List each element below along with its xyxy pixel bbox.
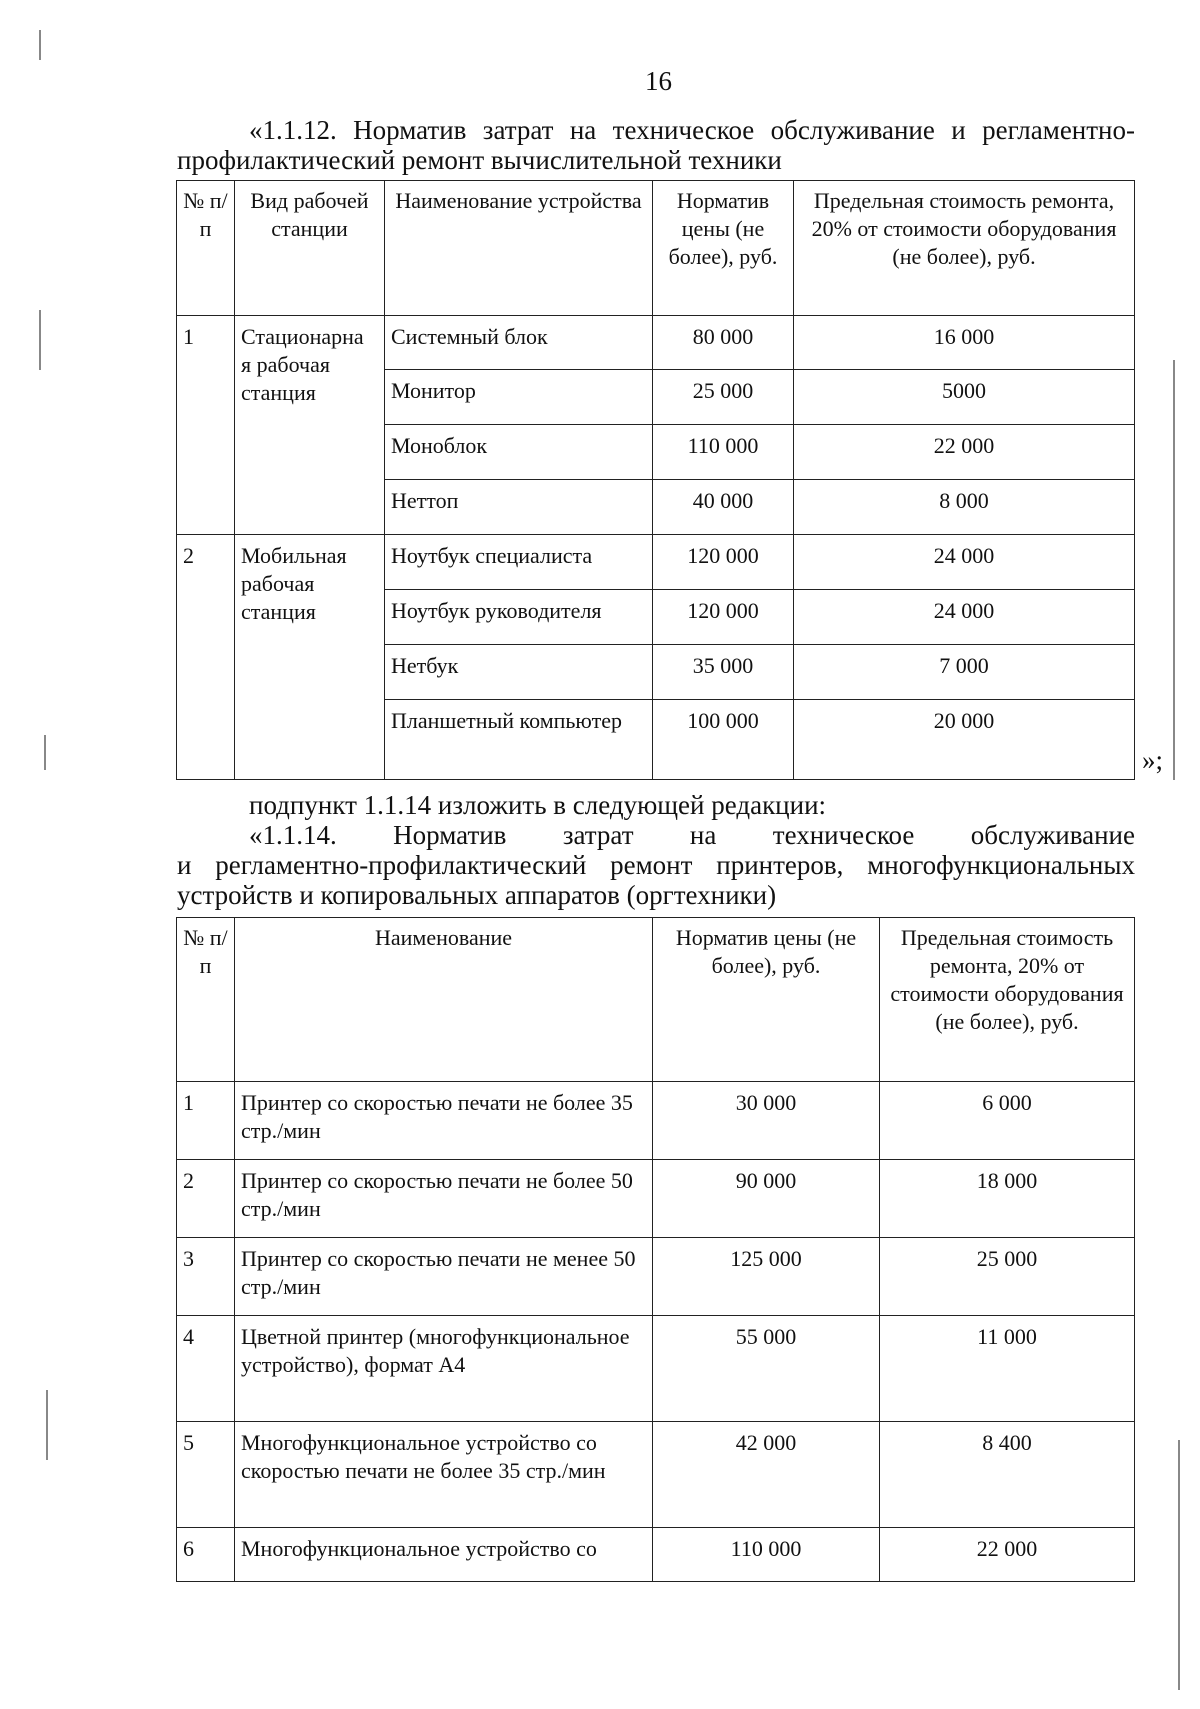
repair-value: 5000 bbox=[794, 370, 1135, 425]
price-value: 25 000 bbox=[653, 370, 794, 425]
section2-title-line1: «1.1.14. Норматив затрат на техническое обслуживание bbox=[249, 820, 1135, 850]
scan-artifact-line bbox=[39, 310, 41, 370]
row-num: 5 bbox=[177, 1422, 235, 1528]
station-type: Стационарна я рабочая станция bbox=[235, 316, 385, 535]
repair-value: 25 000 bbox=[880, 1238, 1135, 1316]
col-header-num: № п/п bbox=[177, 181, 235, 316]
repair-value: 8 000 bbox=[794, 480, 1135, 535]
scan-artifact-line bbox=[46, 1390, 48, 1460]
equipment-name: Многофункциональное устройство со bbox=[235, 1528, 653, 1582]
price-value: 120 000 bbox=[653, 590, 794, 645]
row-num: 6 bbox=[177, 1528, 235, 1582]
repair-value: 20 000 bbox=[794, 700, 1135, 780]
price-value: 35 000 bbox=[653, 645, 794, 700]
price-value: 55 000 bbox=[653, 1316, 880, 1422]
device-name: Системный блок bbox=[385, 316, 653, 370]
group-num: 1 bbox=[177, 316, 235, 535]
col-header-price: Норматив цены (не более), руб. bbox=[653, 181, 794, 316]
station-type: Мобильная рабочая станция bbox=[235, 535, 385, 780]
row-num: 1 bbox=[177, 1082, 235, 1160]
equipment-name: Принтер со скоростью печати не менее 50 стр./мин bbox=[235, 1238, 653, 1316]
col-header-price: Норматив цены (не более), руб. bbox=[653, 918, 880, 1082]
section1-title-line1: «1.1.12. Норматив затрат на техническое обслуживание и регламентно- bbox=[249, 115, 1135, 145]
col-header-num: № п/п bbox=[177, 918, 235, 1082]
repair-value: 24 000 bbox=[794, 590, 1135, 645]
scan-artifact-line bbox=[39, 30, 41, 60]
price-value: 100 000 bbox=[653, 700, 794, 780]
device-name: Ноутбук специалиста bbox=[385, 535, 653, 590]
price-value: 110 000 bbox=[653, 425, 794, 480]
device-name: Моноблок bbox=[385, 425, 653, 480]
col-header-station: Вид рабочей станции bbox=[235, 181, 385, 316]
repair-value: 22 000 bbox=[880, 1528, 1135, 1582]
amendment-instruction: подпункт 1.1.14 изложить в следующей редакции: bbox=[249, 790, 827, 820]
table-row bbox=[177, 1422, 1135, 1528]
table-row bbox=[177, 1082, 1135, 1160]
table-row bbox=[177, 535, 1135, 590]
repair-value: 16 000 bbox=[794, 316, 1135, 370]
repair-value: 6 000 bbox=[880, 1082, 1135, 1160]
col-header-name: Наименование bbox=[235, 918, 653, 1082]
workstation-table bbox=[176, 180, 1135, 780]
price-value: 90 000 bbox=[653, 1160, 880, 1238]
table2-header-row bbox=[177, 918, 1135, 1082]
section2-title-line2: и регламентно-профилактический ремонт принтеров, многофункциональных bbox=[177, 850, 1135, 880]
page-number: 16 bbox=[645, 66, 672, 96]
table-row bbox=[177, 1528, 1135, 1582]
repair-value: 22 000 bbox=[794, 425, 1135, 480]
repair-value: 8 400 bbox=[880, 1422, 1135, 1528]
price-value: 40 000 bbox=[653, 480, 794, 535]
price-value: 30 000 bbox=[653, 1082, 880, 1160]
scan-artifact-line bbox=[1173, 360, 1175, 780]
row-num: 2 bbox=[177, 1160, 235, 1238]
col-header-repair: Предельная стоимость ремонта, 20% от стоимости оборудования (не более), руб. bbox=[880, 918, 1135, 1082]
equipment-name: Многофункциональное устройство со скоростью печати не более 35 стр./мин bbox=[235, 1422, 653, 1528]
table-row bbox=[177, 316, 1135, 370]
col-header-repair: Предельная стоимость ремонта, 20% от стоимости оборудования (не более), руб. bbox=[794, 181, 1135, 316]
col-header-device: Наименование устройства bbox=[385, 181, 653, 316]
price-value: 80 000 bbox=[653, 316, 794, 370]
repair-value: 24 000 bbox=[794, 535, 1135, 590]
scan-artifact-line bbox=[1178, 1440, 1180, 1690]
device-name: Монитор bbox=[385, 370, 653, 425]
repair-value: 18 000 bbox=[880, 1160, 1135, 1238]
section1-heading bbox=[177, 115, 1135, 175]
device-name: Ноутбук руководителя bbox=[385, 590, 653, 645]
price-value: 42 000 bbox=[653, 1422, 880, 1528]
table-row bbox=[177, 1160, 1135, 1238]
device-name: Нетбук bbox=[385, 645, 653, 700]
section2-heading bbox=[177, 820, 1135, 910]
office-equipment-table bbox=[176, 917, 1135, 1582]
equipment-name: Цветной принтер (многофункциональное устройство), формат А4 bbox=[235, 1316, 653, 1422]
repair-value: 11 000 bbox=[880, 1316, 1135, 1422]
section2-title-line3: устройств и копировальных аппаратов (оргтехники) bbox=[177, 880, 777, 910]
equipment-name: Принтер со скоростью печати не более 35 стр./мин bbox=[235, 1082, 653, 1160]
table-row bbox=[177, 1316, 1135, 1422]
repair-value: 7 000 bbox=[794, 645, 1135, 700]
price-value: 125 000 bbox=[653, 1238, 880, 1316]
table1-header-row bbox=[177, 181, 1135, 316]
price-value: 110 000 bbox=[653, 1528, 880, 1582]
row-num: 3 bbox=[177, 1238, 235, 1316]
row-num: 4 bbox=[177, 1316, 235, 1422]
price-value: 120 000 bbox=[653, 535, 794, 590]
quote-close: »; bbox=[1142, 745, 1164, 775]
device-name: Неттоп bbox=[385, 480, 653, 535]
table-row bbox=[177, 1238, 1135, 1316]
device-name: Планшетный компьютер bbox=[385, 700, 653, 780]
section1-title-line2: профилактический ремонт вычислительной техники bbox=[177, 145, 782, 175]
equipment-name: Принтер со скоростью печати не более 50 стр./мин bbox=[235, 1160, 653, 1238]
scan-artifact-line bbox=[44, 735, 46, 770]
group-num: 2 bbox=[177, 535, 235, 780]
